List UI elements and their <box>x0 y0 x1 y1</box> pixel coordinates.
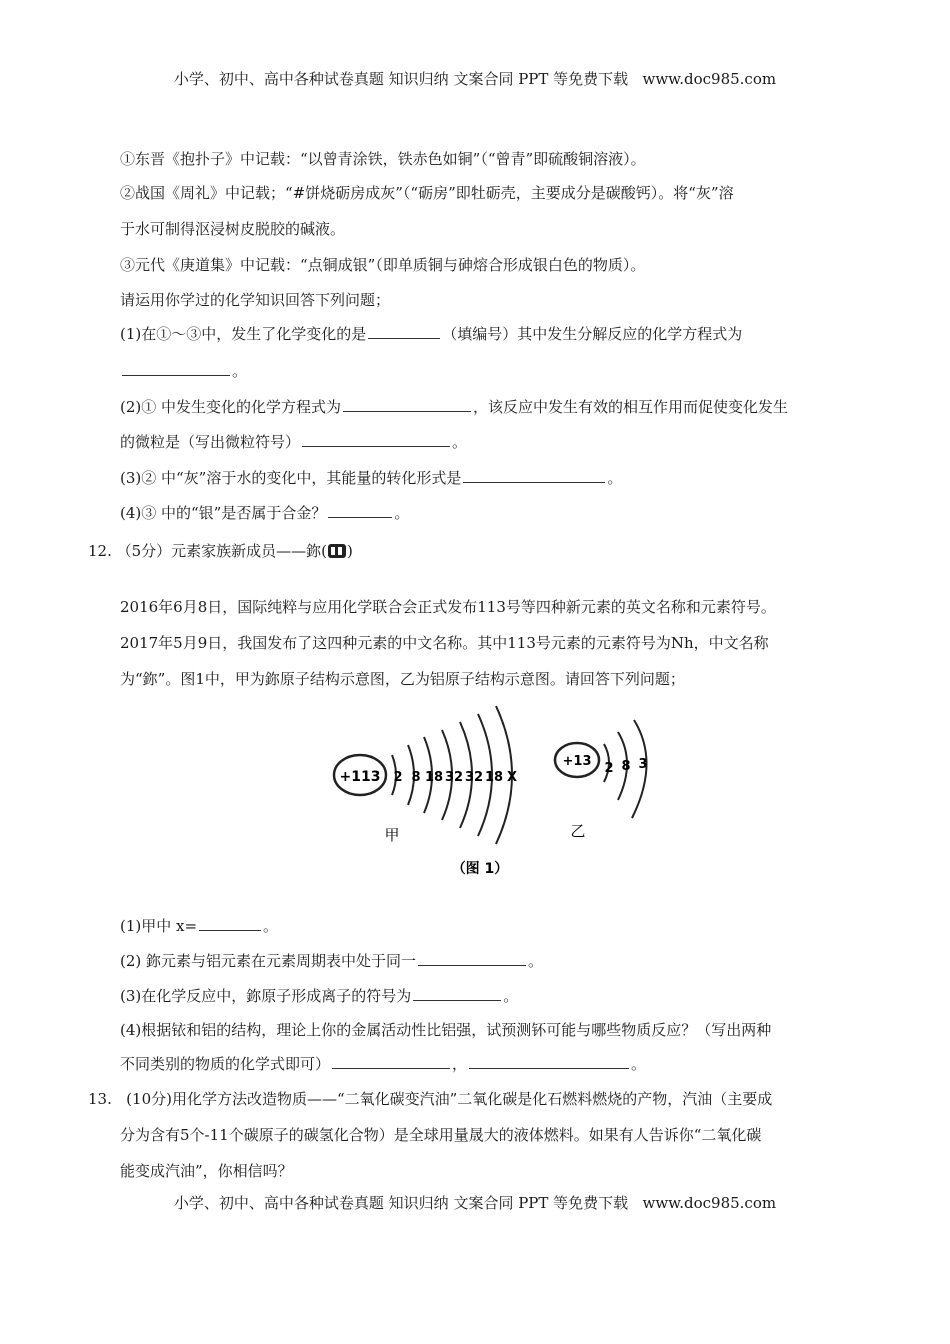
yi-shell-count: 3 <box>638 757 648 772</box>
footer-text: 小学、初中、高中各种试卷真题 知识归纳 文案合同 PPT 等免费下载 <box>173 1194 629 1212</box>
answer-blank[interactable] <box>463 468 605 483</box>
jia-shell-count: 8 <box>411 770 421 785</box>
label-yi: 乙 <box>570 822 586 840</box>
answer-blank[interactable] <box>332 1054 450 1069</box>
yi-shell-count: 2 <box>604 761 614 776</box>
header-site: www.doc985.com <box>642 70 777 88</box>
answer-blank[interactable] <box>199 916 261 931</box>
q12-sub-3: (3)在化学反应中，鉨原子形成离子的符号为 。 <box>120 987 519 1005</box>
yi-nucleus-label: +13 <box>562 754 592 769</box>
q11-part3: (3)② 中“灰”溶于水的变化中，其能量的转化形式是 。 <box>120 469 623 487</box>
jia-shell-count: 2 <box>393 770 403 785</box>
jia-shell-count: 18 <box>424 770 444 785</box>
intro-item-2b: 于水可制得沤浸树皮脱胶的碱液。 <box>120 220 346 238</box>
answer-blank[interactable] <box>343 397 471 412</box>
answer-blank[interactable] <box>418 951 526 966</box>
label-jia: 甲 <box>384 826 400 844</box>
intro-item-1: ①东晋《抱扑子》中记载：“以曾青涂铁，铁赤色如铜”（“曾青”即硫酸铜溶液）。 <box>120 150 646 168</box>
q11-part2: (2)① 中发生变化的化学方程式为 ，该反应中发生有效的相互作用而促使变化发生 <box>120 398 789 416</box>
q11-part2-cont: 的微粒是（写出微粒符号） 。 <box>120 433 468 451</box>
q12-para-1: 2016年6月8日，国际纯粹与应用化学联合会正式发布113号等四种新元素的英文名称和元素符号。 <box>120 598 776 616</box>
page-footer <box>0 1192 950 1213</box>
page-header <box>0 68 950 89</box>
footer-site: www.doc985.com <box>642 1194 777 1212</box>
q13-line-3: 能变成汽油”，你相信吗？ <box>120 1162 293 1180</box>
answer-blank[interactable] <box>413 986 501 1001</box>
q12-para-3: 为“鉨”。图1中，甲为鉨原子结构示意图，乙为铝原子结构示意图。请回答下列问题； <box>120 670 685 688</box>
figure-caption: （图 1） <box>451 861 509 877</box>
answer-blank[interactable] <box>122 361 230 376</box>
q13-line-2: 分为含有5个-11个碳原子的碳氢化合物）是全球用量晟大的液体燃料。如果有人告诉你“二氧化碳 <box>120 1126 762 1144</box>
answer-blank[interactable] <box>302 432 450 447</box>
q11-part1: (1)在①～③中，发生了化学变化的是 （填编号）其中发生分解反应的化学方程式为 <box>120 325 743 343</box>
jia-shell-count: 32 <box>444 770 464 785</box>
header-text: 小学、初中、高中各种试卷真题 知识归纳 文案合同 PPT 等免费下载 <box>173 70 629 88</box>
jia-shell-count: 32 <box>464 770 484 785</box>
jia-shell-count: 18 <box>484 770 504 785</box>
intro-item-2a: ②战国《周礼》中记载；“#饼烧砺房成灰”（“砺房”即牡砺壳，主要成分是碳酸钙）。将“灰”溶 <box>120 184 734 202</box>
intro-prompt: 请运用你学过的化学知识回答下列问题； <box>120 291 391 309</box>
q12-title: 12. （5分）元素家族新成员——鉨( ) <box>88 542 353 560</box>
q12-sub-4-cont: 不同类别的物质的化学式即可） ， 。 <box>120 1055 647 1073</box>
jia-nucleus-label: +113 <box>339 769 381 785</box>
nh-symbol-icon <box>327 543 347 559</box>
q12-sub-2: (2) 鉨元素与铝元素在元素周期表中处于同一 。 <box>120 952 544 970</box>
q12-sub-1: (1)甲中 x= 。 <box>120 917 279 935</box>
q11-part1-cont: 。 <box>120 360 247 381</box>
answer-blank[interactable] <box>368 324 440 339</box>
yi-shell-count: 8 <box>621 759 631 774</box>
q12-para-2: 2017年5月9日，我国发布了这四种元素的中文名称。其中113号元素的元素符号为Nh，中文名称 <box>120 634 769 652</box>
intro-item-3: ③元代《庚道集》中记载：“点铜成银”（即单质铜与砷熔合形成银白色的物质）。 <box>120 256 646 274</box>
q13-line-1: 13. (10分)用化学方法改造物质——“二氧化碳变汽油”二氧化碳是化石燃料燃烧的产物，汽油（主要成 <box>88 1090 773 1108</box>
answer-blank[interactable] <box>469 1054 629 1069</box>
atom-structure-figure <box>320 700 680 890</box>
jia-shell-count: X <box>506 770 518 785</box>
q12-sub-4: (4)根据铱和铝的结构，理论上你的金属活动性比铝强，试预测钚可能与哪些物质反应？（写出两种 <box>120 1021 772 1039</box>
answer-blank[interactable] <box>328 503 392 518</box>
q11-part4: (4)③ 中的“银”是否属于合金？ 。 <box>120 504 410 522</box>
